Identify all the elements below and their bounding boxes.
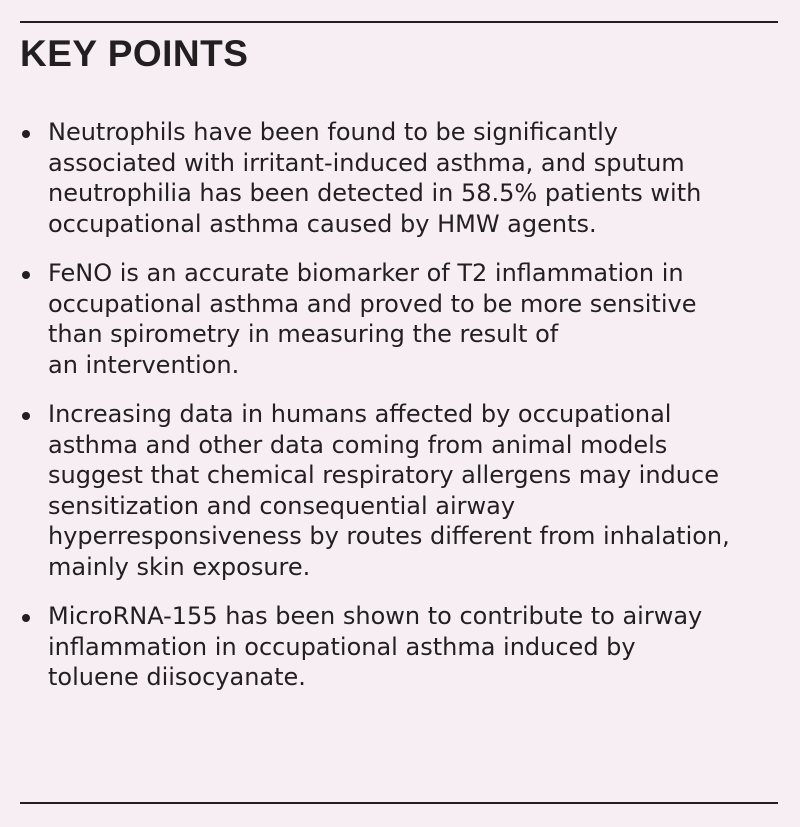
text-line: MicroRNA-155 has been shown to contribute to airway: [48, 602, 703, 630]
text-line: occupational asthma and proved to be more sensitive: [48, 289, 697, 318]
text-line: neutrophilia has been detected in 58.5% patients with: [48, 179, 702, 207]
key-point-text: [48, 117, 782, 239]
bullet-icon: [22, 412, 30, 420]
bullet-icon: [22, 614, 30, 622]
top-rule: [20, 21, 778, 23]
bullet-icon: [22, 130, 30, 138]
text-line: suggest that chemical respiratory allergens may induce: [48, 461, 719, 489]
key-point: [22, 399, 782, 582]
text-line: hyperresponsiveness by routes different from inhalation,: [48, 522, 730, 550]
text-line: associated with irritant-induced asthma, and sputum: [48, 148, 685, 177]
key-point: [22, 258, 782, 380]
text-line: occupational asthma caused by HMW agents.: [48, 209, 597, 238]
key-point-text: [48, 258, 782, 380]
text-line: Neutrophils have been found to be significantly: [48, 118, 618, 146]
text-line: asthma and other data coming from animal models: [48, 430, 668, 459]
text-line: an intervention.: [48, 350, 240, 379]
key-point-text: [48, 399, 782, 582]
text-line: sensitization and consequential airway: [48, 491, 516, 520]
text-line: FeNO is an accurate biomarker of T2 inflammation in: [48, 259, 684, 287]
bullet-icon: [22, 271, 30, 279]
bottom-rule: [20, 802, 778, 804]
key-points-heading: KEY POINTS: [20, 33, 249, 74]
text-line: mainly skin exposure.: [48, 552, 311, 581]
text-line: toluene diisocyanate.: [48, 663, 306, 691]
key-point-text: [48, 601, 782, 693]
text-line: than spirometry in measuring the result of: [48, 320, 559, 348]
key-point: [22, 117, 782, 239]
text-line: inflammation in occupational asthma induced by: [48, 632, 636, 661]
text-line: Increasing data in humans affected by occupational: [48, 400, 672, 428]
key-points-list: [22, 117, 782, 712]
key-point: [22, 601, 782, 693]
